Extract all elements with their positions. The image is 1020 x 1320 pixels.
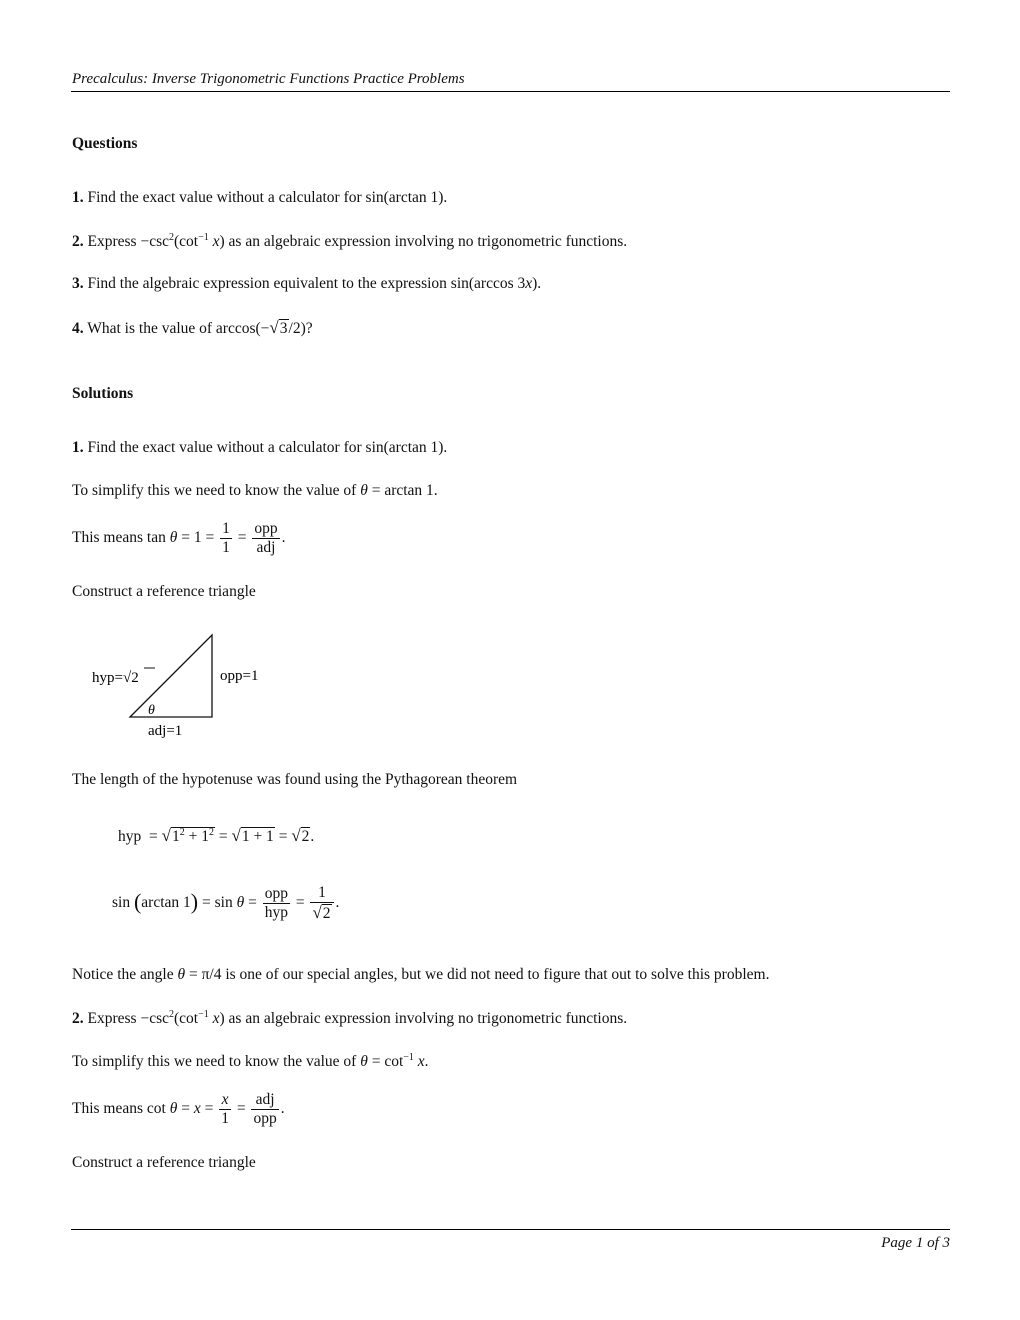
- equation-sine: sin (arctan 1) = sin θ = $\frac{\text{opp}}{\text{hyp}}$ = $\frac{1}{√2}$ .: [112, 884, 340, 922]
- question-number: 4.: [72, 320, 84, 337]
- solution-1-title: 1. Find the exact value without a calculator for sin(arctan 1).: [72, 439, 448, 456]
- solution-2-construct: Construct a reference triangle: [72, 1154, 256, 1171]
- header-rule: [71, 91, 950, 92]
- triangle-opp-label: opp=1: [220, 668, 259, 684]
- solution-2-step-1: To simplify this we need to know the value of $\theta = \cot^{-1} x$.: [72, 1052, 429, 1071]
- question-text: Find the algebraic expression equivalent to the expression sin(arccos 3x).: [87, 275, 542, 292]
- triangle-hyp-label: hyp=√2: [92, 670, 139, 686]
- triangle-adj-label: adj=1: [148, 723, 183, 739]
- solution-2-title: 2. Express $-\csc^2(\cot^{-1}$ x) as an algebraic expression involving no trigonometric functions.: [72, 1009, 628, 1028]
- fraction-x-over-one: $\frac{x}{1}$: [221, 1091, 229, 1127]
- question-text: Find the exact value without a calculator for sin(arctan 1).: [87, 189, 448, 206]
- solution-1-notice: Notice the angle θ = π/4 is one of our special angles, but we did not need to figure that out to solve this problem.: [72, 966, 770, 983]
- fraction-opp-over-hyp: $\frac{\text{opp}}{\text{hyp}}$: [264, 885, 288, 921]
- question-1: [72, 189, 447, 207]
- page-number: Page 1 of 3: [881, 1235, 950, 1251]
- question-3: [72, 275, 541, 293]
- equation-hypotenuse: hyp = $√1^2 + 1^2 = √1 + 1 = √2$.: [118, 826, 315, 845]
- question-number: 3.: [72, 275, 84, 292]
- solution-2-step-2: This means cot θ = x = $\frac{x}{1}$ = $\frac{\text{adj}}{\text{opp}}$ .: [72, 1091, 285, 1127]
- question-number: 1.: [72, 189, 84, 206]
- solutions-heading: Solutions: [72, 385, 134, 402]
- footer-rule: [71, 1229, 950, 1230]
- fraction-adj-over-opp: $\frac{\text{adj}}{\text{opp}}$: [253, 1091, 277, 1127]
- fraction-opp-over-adj: $\frac{\text{opp}}{\text{adj}}$: [254, 520, 278, 556]
- question-2: [72, 232, 627, 251]
- solution-1-step-2: This means tan θ = 1 = $\frac{1}{1}$ = $\frac{\text{opp}}{\text{adj}}$ .: [72, 520, 286, 556]
- question-text: Express $-\csc^2(\cot^{-1}$ x) as an algebraic expression involving no trigonometric functions.: [87, 232, 628, 251]
- fraction-one-over-one: $\frac{1}{1}$: [222, 520, 230, 556]
- solution-1-construct: Construct a reference triangle: [72, 583, 256, 600]
- triangle-shape: [130, 635, 212, 717]
- solution-1-step-1: To simplify this we need to know the value of θ = arctan 1.: [72, 482, 438, 499]
- reference-triangle-1: [80, 625, 300, 745]
- question-4: [72, 318, 313, 338]
- triangle-angle-label: θ: [148, 703, 155, 718]
- page-header-title: Precalculus: Inverse Trigonometric Functions Practice Problems: [72, 71, 465, 87]
- questions-heading: Questions: [72, 135, 138, 152]
- question-text: What is the value of arccos(−√3/2)?: [87, 318, 313, 337]
- solution-1-pythagoras-note: The length of the hypotenuse was found using the Pythagorean theorem: [72, 771, 518, 788]
- fraction-one-over-root-two: $\frac{1}{√2}$: [310, 884, 333, 923]
- question-number: 2.: [72, 233, 84, 251]
